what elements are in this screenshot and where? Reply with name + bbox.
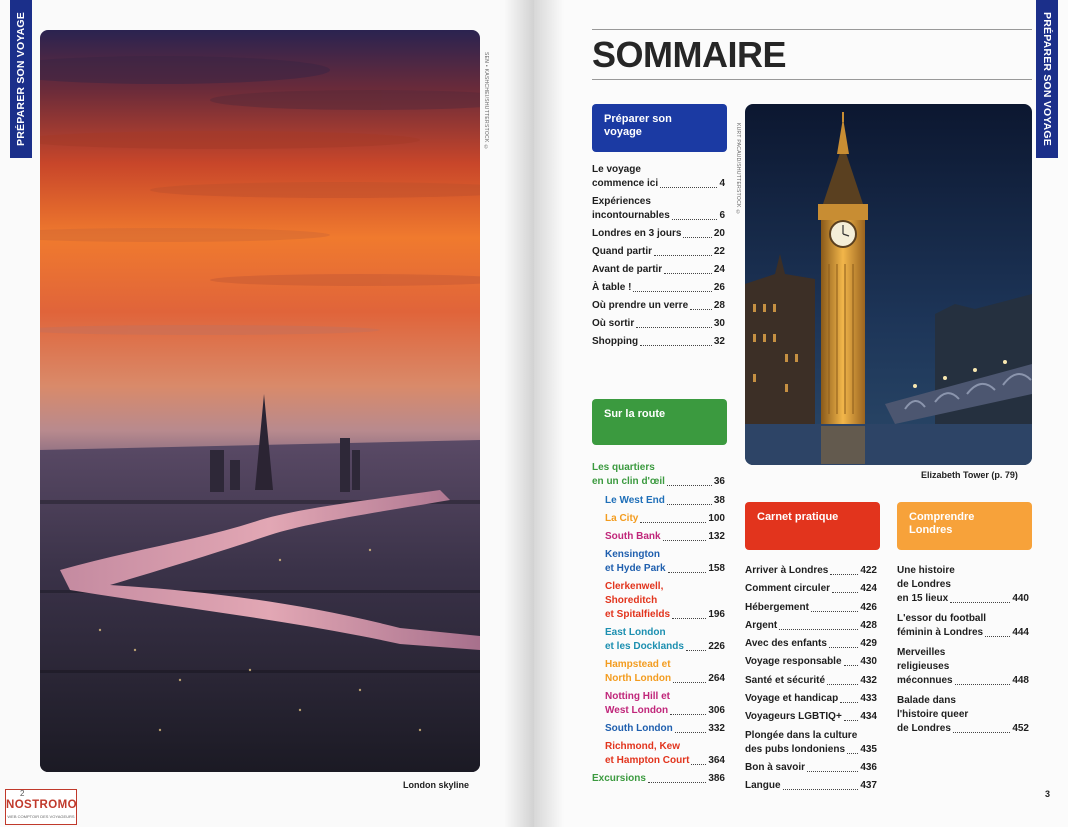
toc-leader-dots [950, 602, 1010, 603]
toc-entry[interactable] [592, 335, 725, 349]
toc-entry[interactable] [592, 317, 725, 331]
toc-leader-dots [690, 309, 712, 310]
toc-entry-label: Argent [745, 619, 778, 631]
toc-entry-label: Bon à savoir [745, 761, 806, 773]
toc-entry-label: North London [605, 673, 672, 684]
toc-entry-label: Le West End [605, 495, 665, 506]
toc-entry-label: Kensington [605, 549, 660, 560]
toc-entry-page: 30 [713, 318, 725, 329]
toc-entry-page: 386 [708, 773, 725, 784]
toc-entry-label: La City [605, 513, 639, 524]
toc-entry-page: 196 [708, 609, 725, 620]
toc-leader-dots [830, 574, 858, 575]
page-title: SOMMAIRE [592, 34, 786, 75]
section-carnet-box [745, 502, 880, 550]
toc-entry-page: 434 [860, 711, 877, 723]
toc-entry-page: 264 [708, 673, 725, 684]
london-skyline-photo [40, 30, 480, 772]
toc-leader-dots [829, 647, 858, 648]
toc-leader-dots [660, 187, 717, 188]
toc-entry-page: 426 [860, 601, 877, 613]
toc-entry-label: Shopping [592, 336, 639, 347]
toc-entry-page: 100 [708, 513, 725, 524]
toc-entry-label: des pubs londoniens [745, 743, 846, 755]
toc-leader-dots [683, 237, 711, 238]
toc-entry-label: Richmond, Kew [605, 741, 681, 752]
toc-entry-page: 432 [860, 674, 877, 686]
toc-entry-page: 440 [1012, 593, 1029, 604]
toc-entry-label: Arriver à Londres [745, 565, 829, 576]
toc-leader-dots [847, 753, 858, 754]
title-rule-top [592, 29, 1032, 30]
toc-entry-label: Avec des enfants [745, 638, 827, 650]
toc-entry[interactable] [897, 646, 1029, 688]
toc-entry-label: de Londres [897, 723, 951, 734]
toc-entry-label: incontournables [592, 210, 670, 221]
toc-entry-label: Le voyage [592, 164, 641, 175]
toc-entry[interactable] [592, 548, 725, 576]
toc-entry-page: 364 [708, 755, 725, 766]
toc-entry-label: Hampstead et [605, 659, 671, 670]
toc-entry-label: et Spitalfields [605, 609, 671, 620]
toc-leader-dots [633, 291, 711, 292]
toc-entry-label: Où prendre un verre [592, 300, 689, 311]
toc-entry-page: 428 [860, 619, 877, 631]
toc-leader-dots [832, 592, 858, 593]
toc-entry-label: Excursions [592, 773, 646, 784]
toc-leader-dots [672, 618, 706, 619]
toc-entry-label: Hébergement [745, 601, 809, 613]
toc-leader-dots [668, 572, 707, 573]
toc-entry-label: Les quartiers [592, 462, 655, 473]
photo-caption-left: London skyline [403, 780, 470, 790]
toc-entry-label: Merveilles [897, 647, 946, 658]
toc-entry[interactable] [592, 690, 725, 718]
toc-entry-page: 32 [713, 336, 725, 347]
toc-entry[interactable] [592, 281, 725, 295]
toc-leader-dots [648, 782, 706, 783]
toc-leader-dots [673, 682, 706, 683]
toc-entry-page: 4 [719, 178, 725, 189]
toc-leader-dots [670, 714, 706, 715]
toc-leader-dots [686, 650, 706, 651]
toc-entry-page: 132 [708, 531, 725, 542]
toc-leader-dots [636, 327, 712, 328]
toc-entry-label: Avant de partir [592, 264, 663, 275]
toc-entry-page: 437 [860, 780, 877, 792]
toc-entry[interactable] [592, 195, 725, 223]
toc-entry-label: Une histoire [897, 565, 955, 576]
toc-entry-page: 28 [713, 300, 725, 311]
toc-entry[interactable] [745, 729, 877, 757]
toc-entry-page: 444 [1012, 627, 1029, 638]
toc-entry[interactable] [745, 692, 877, 706]
toc-entry[interactable] [592, 580, 725, 622]
toc-entry-label: À table ! [592, 282, 632, 293]
toc-leader-dots [654, 255, 712, 256]
toc-entry-label: et Hyde Park [605, 563, 666, 574]
toc-leader-dots [807, 771, 858, 772]
toc-entry-label: Plongée dans la culture [745, 729, 858, 741]
toc-entry-label: Comment circuler [745, 583, 831, 595]
toc-entry-page: 452 [1012, 723, 1029, 734]
toc-entry[interactable] [592, 530, 725, 544]
toc-entry-label: West London [605, 705, 669, 716]
toc-entry-page: 158 [708, 563, 725, 574]
side-tab-left: PRÉPARER SON VOYAGE [10, 0, 32, 158]
title-rule-bottom [592, 79, 1032, 80]
toc-entry-label: South Bank [605, 531, 661, 542]
toc-entry[interactable] [745, 637, 877, 651]
photo-credit-left: SEN • KASHCHEI/SHUTTERSTOCK © [483, 52, 489, 151]
toc-entry-label: Voyageurs LGBTIQ+ [745, 711, 842, 723]
toc-entry-page: 430 [860, 656, 877, 668]
section-route-title: Sur la route [604, 408, 666, 420]
toc-leader-dots [672, 219, 718, 220]
toc-entry-page: 36 [713, 476, 725, 487]
toc-leader-dots [827, 684, 858, 685]
toc-entry-page: 422 [860, 565, 877, 576]
toc-entry-label: méconnues [897, 675, 953, 686]
toc-entry[interactable] [745, 564, 877, 578]
toc-entry-page: 448 [1012, 675, 1029, 686]
elizabeth-tower-photo [745, 104, 1032, 465]
toc-entry[interactable] [592, 658, 725, 686]
toc-entry-label: Quand partir [592, 246, 653, 257]
toc-entry[interactable] [592, 263, 725, 277]
toc-entry-page: 20 [713, 228, 725, 239]
toc-entry-label: Notting Hill et [605, 691, 670, 702]
toc-entry-label: L'essor du football [897, 613, 987, 624]
toc-entry[interactable] [592, 163, 725, 191]
toc-entry-page: 424 [860, 583, 877, 595]
toc-leader-dots [844, 720, 859, 721]
toc-entry[interactable] [745, 674, 877, 688]
toc-entry-label: l'histoire queer [897, 709, 969, 720]
toc-leader-dots [640, 345, 712, 346]
toc-leader-dots [663, 540, 707, 541]
skyline-illustration [40, 30, 480, 772]
toc-entry-label: Clerkenwell, [605, 581, 664, 592]
toc-entry-label: Balade dans [897, 695, 956, 706]
toc-entry-page: 433 [860, 693, 877, 705]
toc-leader-dots [675, 732, 707, 733]
toc-entry-label: South London [605, 723, 673, 734]
toc-entry[interactable] [592, 772, 725, 786]
toc-entry[interactable] [592, 722, 725, 736]
toc-leader-dots [811, 611, 858, 612]
photo-credit-right: KURT PACAUD/SHUTTERSTOCK © [735, 123, 741, 216]
toc-entry-label: et les Docklands [605, 641, 684, 652]
toc-entry-label: en un clin d'œil [592, 476, 665, 487]
toc-entry-page: 226 [708, 641, 725, 652]
toc-entry-page: 435 [860, 743, 877, 755]
toc-entry[interactable] [592, 740, 725, 768]
toc-entry[interactable] [745, 582, 877, 596]
toc-route [592, 461, 725, 786]
toc-entry-label: religieuses [897, 661, 950, 672]
toc-leader-dots [844, 665, 859, 666]
toc-entry[interactable] [592, 626, 725, 654]
toc-entry[interactable] [745, 779, 877, 793]
toc-entry-label: East London [605, 627, 666, 638]
toc-entry-label: Voyage responsable [745, 656, 842, 668]
toc-leader-dots [985, 636, 1010, 637]
toc-entry[interactable] [897, 612, 1029, 640]
toc-entry[interactable] [897, 694, 1029, 736]
toc-entry-label: en 15 lieux [897, 593, 949, 604]
toc-preparer [592, 163, 725, 353]
toc-comprendre [897, 564, 1029, 742]
toc-entry-label: Expériences [592, 196, 651, 207]
toc-leader-dots [691, 764, 706, 765]
toc-entry[interactable] [592, 494, 725, 508]
toc-entry-page: 38 [713, 495, 725, 506]
toc-leader-dots [640, 522, 706, 523]
section-comprendre-title: Comprendre Londres [909, 511, 975, 536]
toc-entry-label: Voyage et handicap [745, 693, 839, 705]
toc-entry-page: 26 [713, 282, 725, 293]
toc-entry[interactable] [745, 601, 877, 615]
section-preparer-title: Préparer son voyage [604, 113, 672, 138]
toc-entry-label: Langue [745, 780, 781, 792]
toc-entry[interactable] [745, 619, 877, 633]
toc-entry-page: 24 [713, 264, 725, 275]
toc-leader-dots [779, 629, 858, 630]
toc-entry-label: de Londres [897, 579, 951, 590]
toc-entry[interactable] [745, 710, 877, 724]
toc-entry-label: Shoreditch [605, 595, 658, 606]
toc-entry-page: 429 [860, 638, 877, 650]
side-tab-right: PRÉPARER SON VOYAGE [1036, 0, 1058, 158]
section-comprendre-box [897, 502, 1032, 550]
toc-leader-dots [953, 732, 1010, 733]
section-carnet-title: Carnet pratique [757, 511, 839, 523]
toc-entry[interactable] [745, 761, 877, 775]
toc-entry[interactable] [592, 227, 725, 241]
toc-leader-dots [840, 702, 858, 703]
toc-entry-page: 436 [860, 761, 877, 773]
toc-leader-dots [667, 485, 712, 486]
toc-entry-page: 6 [719, 210, 725, 221]
page-number: 3 [1045, 789, 1051, 799]
toc-entry[interactable] [592, 512, 725, 526]
toc-entry-page: 332 [708, 723, 725, 734]
toc-entry[interactable] [592, 299, 725, 313]
toc-entry-label: Londres en 3 jours [592, 228, 682, 239]
nostromo-logo: 2 NOSTROMO WEB COMPTOIR DES VOYAGEURS [5, 789, 77, 825]
toc-entry-page: 306 [708, 705, 725, 716]
toc-leader-dots [955, 684, 1011, 685]
toc-leader-dots [783, 789, 859, 790]
elizabeth-tower-illustration [745, 104, 1032, 465]
toc-entry-label: Où sortir [592, 318, 635, 329]
toc-entry-label: et Hampton Court [605, 755, 690, 766]
toc-entry[interactable] [592, 461, 725, 489]
section-preparer-box [592, 104, 727, 152]
toc-entry-page: 22 [713, 246, 725, 257]
photo-caption-right: Elizabeth Tower (p. 79) [921, 470, 1018, 480]
toc-entry-label: commence ici [592, 178, 659, 189]
toc-entry[interactable] [745, 655, 877, 669]
toc-entry-label: Santé et sécurité [745, 674, 826, 686]
toc-entry[interactable] [897, 564, 1029, 606]
toc-leader-dots [664, 273, 712, 274]
section-route-box [592, 399, 727, 445]
toc-leader-dots [667, 504, 712, 505]
toc-entry[interactable] [592, 245, 725, 259]
toc-carnet [745, 564, 877, 798]
toc-entry-label: féminin à Londres [897, 627, 984, 638]
